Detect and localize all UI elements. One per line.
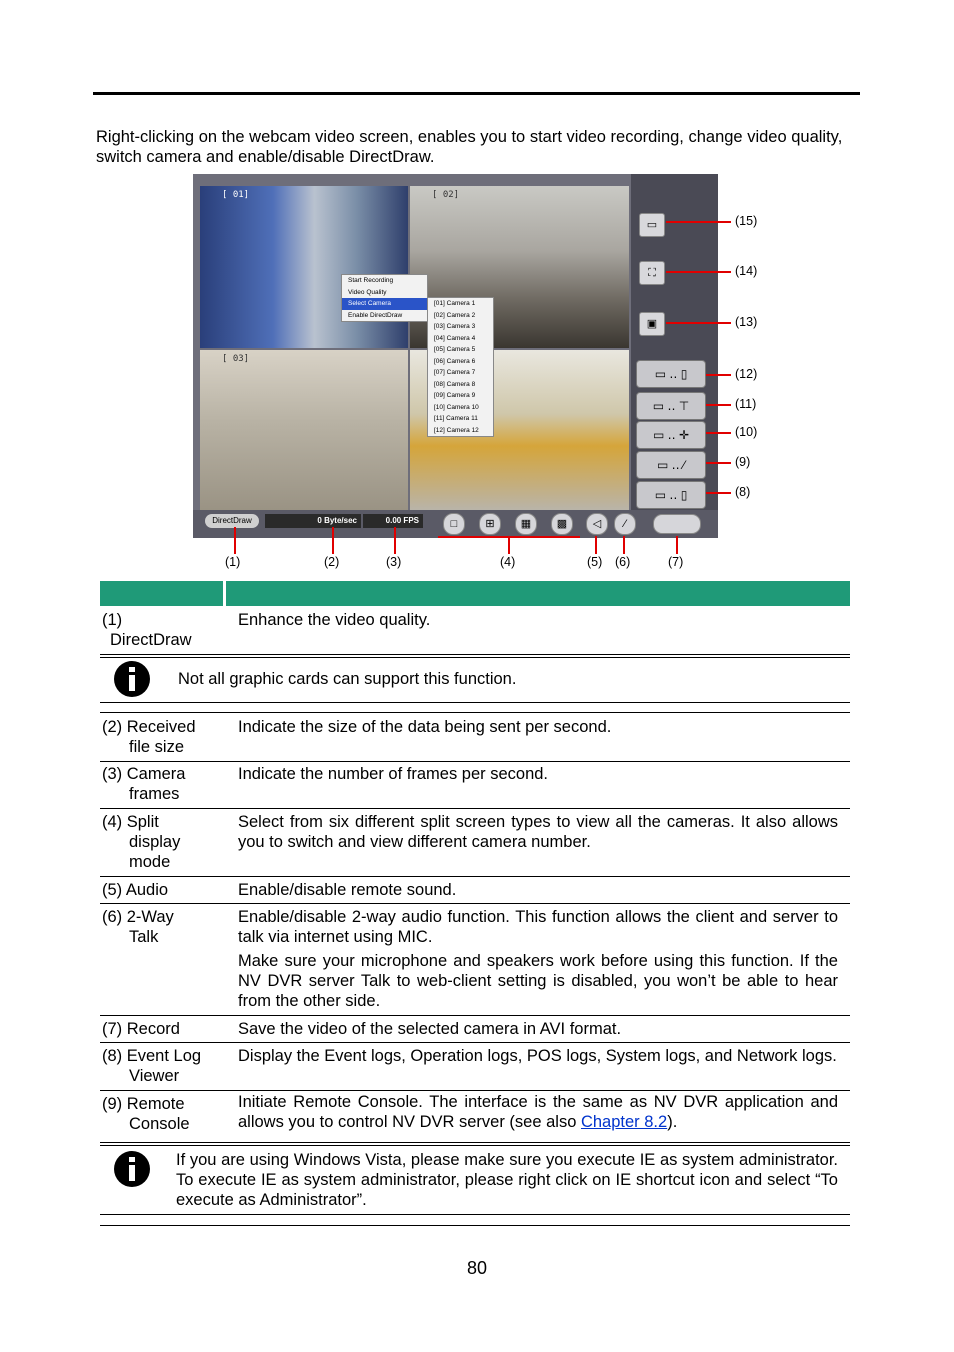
callout-label-7: (7) bbox=[668, 555, 684, 569]
row-divider bbox=[100, 761, 850, 762]
row-8-desc: Display the Event logs, Operation logs, POS logs, System logs, and Network logs. bbox=[238, 1047, 837, 1065]
row-9-desc: Initiate Remote Console. The interface is the same as NV DVR application and allows you to control NV DVR server (see also Chapter 8.2). bbox=[238, 1093, 838, 1131]
submenu-camera-5[interactable]: [05] Camera 5 bbox=[434, 346, 476, 353]
callout-line-7 bbox=[676, 536, 678, 554]
side-control-panel bbox=[631, 174, 718, 538]
callout-label-4: (4) bbox=[500, 555, 516, 569]
callout-line-11 bbox=[706, 404, 731, 406]
callout-line-6 bbox=[623, 536, 625, 554]
callout-label-5: (5) bbox=[587, 555, 603, 569]
callout-label-3: (3) bbox=[386, 555, 402, 569]
callout-label-10: (10) bbox=[735, 425, 758, 439]
row-6-desc: Enable/disable 2-way audio function. This function allows the client and server to talk via internet using MIC. bbox=[238, 908, 838, 946]
submenu-camera-9[interactable]: [09] Camera 9 bbox=[434, 392, 476, 399]
ptz-button[interactable]: ▭ ‥ ✛ bbox=[636, 421, 706, 449]
note-2: If you are using Windows Vista, please make sure you execute IE as system administrator. To execute IE as system administrator, please right click on IE shortcut icon and select “To execute as Administrator”. bbox=[176, 1151, 838, 1209]
rule bbox=[100, 712, 850, 713]
submenu-camera-7[interactable]: [07] Camera 7 bbox=[434, 369, 476, 376]
osd-icon[interactable]: ▣ bbox=[639, 312, 665, 336]
row-4-desc: Select from six different split screen types to view all the cameras. It also allows you to switch and view different camera number. bbox=[238, 813, 838, 851]
submenu-camera-11[interactable]: [11] Camera 11 bbox=[434, 415, 478, 422]
callout-label-8: (8) bbox=[735, 485, 751, 499]
callout-label-13: (13) bbox=[735, 315, 758, 329]
submenu-camera-3[interactable]: [03] Camera 3 bbox=[434, 323, 476, 330]
row-4-term: (4) Split display mode bbox=[102, 813, 181, 871]
table-header-separator bbox=[223, 581, 226, 606]
top-rule bbox=[93, 92, 860, 95]
row-divider bbox=[100, 1015, 850, 1016]
row-divider bbox=[100, 1090, 850, 1091]
callout-label-14: (14) bbox=[735, 264, 758, 278]
row-5-desc: Enable/disable remote sound. bbox=[238, 881, 457, 899]
row-5-term: (5) Audio bbox=[102, 881, 169, 899]
row-divider bbox=[100, 876, 850, 877]
row-divider bbox=[100, 1042, 850, 1043]
row-divider bbox=[100, 903, 850, 904]
split-1-icon[interactable]: □ bbox=[443, 513, 465, 535]
rule bbox=[100, 702, 850, 703]
callout-line-9 bbox=[706, 462, 731, 464]
callout-label-12: (12) bbox=[735, 367, 758, 381]
callout-label-2: (2) bbox=[324, 555, 340, 569]
row-3-term: (3) Camera frames bbox=[102, 765, 186, 803]
callout-line-3 bbox=[394, 527, 396, 554]
rule bbox=[100, 1214, 850, 1215]
row-3-desc: Indicate the number of frames per second. bbox=[238, 765, 549, 783]
rule bbox=[100, 1225, 850, 1226]
rule bbox=[100, 654, 850, 655]
table-header bbox=[100, 581, 850, 606]
menu-enable-directdraw[interactable]: Enable DirectDraw bbox=[348, 311, 403, 319]
table-header-name-cell bbox=[104, 583, 222, 604]
intro-paragraph: Right-clicking on the webcam video screen, enables you to start video recording, change video quality, switch camera and enable/disable DirectDraw. bbox=[96, 128, 843, 166]
audio-icon[interactable]: ◁ bbox=[586, 513, 608, 535]
row-2-term: (2) Received file size bbox=[102, 718, 196, 756]
menu-start-recording[interactable]: Start Recording bbox=[348, 277, 394, 284]
split-16-icon[interactable]: ▩ bbox=[551, 513, 573, 535]
video-channel-3 bbox=[200, 350, 408, 510]
submenu-camera-6[interactable]: [06] Camera 6 bbox=[434, 357, 476, 365]
callout-line-14 bbox=[666, 271, 731, 273]
submenu-camera-2[interactable]: [02] Camera 2 bbox=[434, 311, 476, 319]
callout-label-15: (15) bbox=[735, 214, 758, 228]
callout-label-11: (11) bbox=[735, 397, 757, 411]
rule bbox=[100, 1145, 850, 1146]
callout-line-5 bbox=[595, 536, 597, 554]
submenu-camera-12[interactable]: [12] Camera 12 bbox=[434, 426, 479, 434]
camera-submenu bbox=[427, 297, 494, 437]
channel-label-2: [ 02] bbox=[432, 190, 460, 200]
callout-line-12 bbox=[706, 374, 731, 376]
record-button[interactable] bbox=[653, 514, 701, 534]
callout-line-4 bbox=[508, 536, 510, 554]
info-icon bbox=[114, 1151, 150, 1187]
menu-select-camera[interactable]: Select Camera bbox=[342, 298, 427, 310]
page-number: 80 bbox=[466, 1258, 488, 1278]
remote-console-button[interactable]: ▭ ‥ ⁄ bbox=[636, 451, 706, 479]
row-6-term: (6) 2-Way Talk bbox=[102, 908, 174, 946]
control-button[interactable]: ▭ ‥ ⊤ bbox=[636, 392, 706, 420]
menu-video-quality[interactable]: Video Quality bbox=[348, 288, 387, 296]
submenu-camera-4[interactable]: [04] Camera 4 bbox=[434, 334, 476, 342]
fullscreen-icon[interactable]: ⛶ bbox=[639, 261, 665, 285]
webcam-viewer-screenshot bbox=[193, 174, 718, 538]
split-9-icon[interactable]: ▦ bbox=[515, 513, 537, 535]
row-6-desc-2: Make sure your microphone and speakers work before using this function. If the NV DVR server Talk to web-client setting is disabled, you won’t be able to hear from the other side. bbox=[238, 952, 838, 1010]
bottom-toolbar bbox=[193, 510, 718, 538]
fps-display: 0.00 FPS bbox=[363, 514, 423, 528]
info-icon bbox=[114, 661, 150, 697]
rule bbox=[100, 1142, 850, 1143]
row-9-term: (9) Remote Console bbox=[102, 1095, 190, 1133]
info-button[interactable]: ▭ ‥ ▯ bbox=[636, 360, 706, 388]
submenu-camera-8[interactable]: [08] Camera 8 bbox=[434, 380, 476, 388]
row-8-term: (8) Event Log Viewer bbox=[102, 1047, 202, 1085]
callout-label-9: (9) bbox=[735, 455, 751, 469]
channel-label-1: [ 01] bbox=[222, 190, 250, 200]
row-divider bbox=[100, 808, 850, 809]
network-icon[interactable]: ▭ bbox=[639, 213, 665, 237]
row-2-desc: Indicate the size of the data being sent per second. bbox=[238, 718, 612, 736]
row-7-term: (7) Record bbox=[102, 1020, 180, 1038]
row-1-desc: Enhance the video quality. bbox=[238, 611, 431, 629]
split-4-icon[interactable]: ⊞ bbox=[479, 513, 501, 535]
row-7-desc: Save the video of the selected camera in AVI format. bbox=[238, 1020, 622, 1038]
callout-line-13 bbox=[666, 322, 731, 324]
received-size-display: 0 Byte/sec bbox=[265, 514, 361, 528]
callout-line-2 bbox=[332, 527, 334, 554]
submenu-camera-1[interactable]: [01] Camera 1 bbox=[434, 300, 476, 307]
callout-label-1: (1) bbox=[225, 555, 241, 569]
video-channel-1 bbox=[200, 186, 408, 348]
chapter-link[interactable]: Chapter 8.2 bbox=[580, 1113, 668, 1131]
context-menu bbox=[341, 274, 428, 322]
note-1: Not all graphic cards can support this function. bbox=[178, 670, 517, 688]
submenu-camera-10[interactable]: [10] Camera 10 bbox=[434, 403, 479, 411]
talk-icon[interactable]: ⁄ bbox=[614, 513, 636, 535]
callout-label-6: (6) bbox=[615, 555, 631, 569]
directdraw-button[interactable]: DirectDraw bbox=[205, 514, 259, 528]
callout-line-1 bbox=[234, 527, 236, 554]
row-1-term: (1) DirectDraw bbox=[102, 611, 192, 649]
callout-line-8 bbox=[706, 492, 731, 494]
rule bbox=[100, 657, 850, 658]
callout-line-15 bbox=[666, 221, 731, 223]
event-log-button[interactable]: ▭ ‥ ▯ bbox=[636, 481, 706, 509]
channel-label-3: [ 03] bbox=[222, 354, 250, 364]
callout-line-10 bbox=[706, 432, 731, 434]
